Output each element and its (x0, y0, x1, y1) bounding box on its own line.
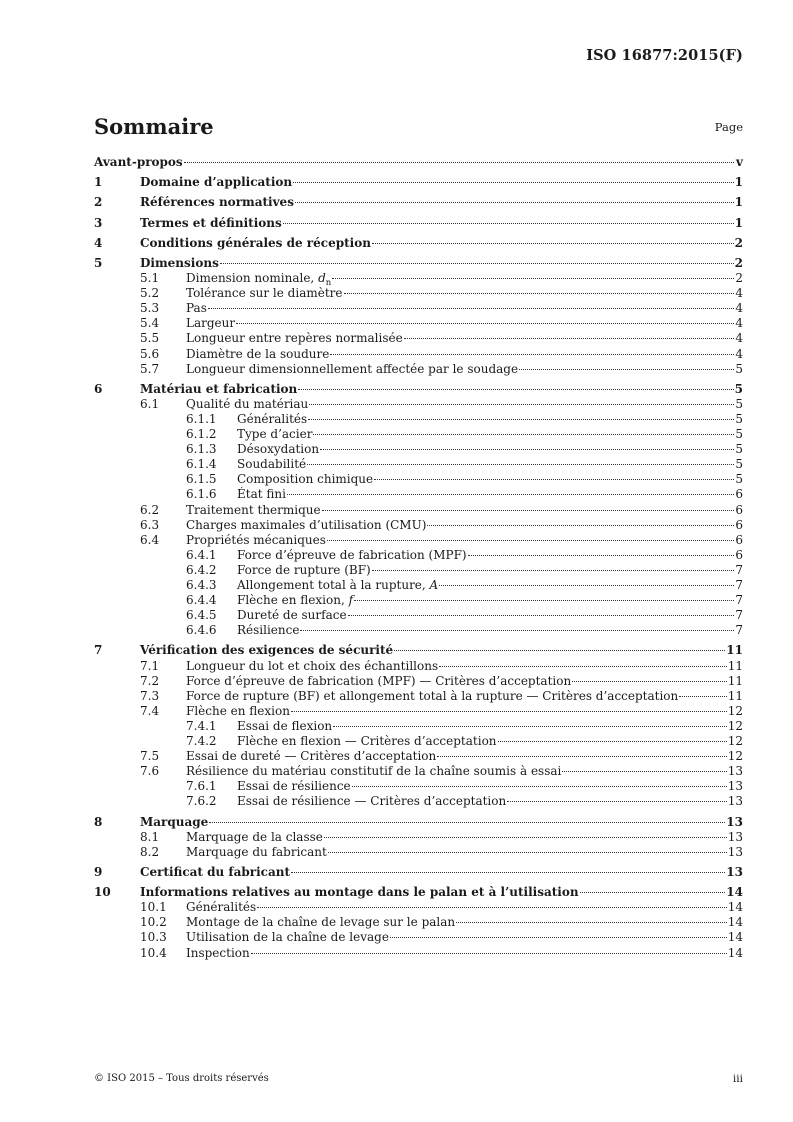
dot-leader (404, 338, 734, 339)
toc-entry-page: 7 (735, 578, 743, 592)
toc-entry-number: 6.4.3 (186, 578, 217, 592)
toc-entry-number: 10.1 (140, 900, 167, 915)
toc-entry[interactable] (94, 794, 743, 809)
toc-entry-page: 12 (727, 718, 743, 733)
toc-entry-label: Essai de dureté — Critères d’acceptation (186, 749, 437, 764)
toc-entry-page: 4 (735, 301, 743, 316)
toc-entry-page: 6 (735, 517, 743, 532)
toc-entry-label: Composition chimique (237, 472, 374, 487)
dot-leader (348, 615, 734, 616)
toc-entry-page: 4 (735, 331, 743, 346)
toc-entry-label: Résilience (237, 623, 300, 638)
toc-entry-number: 6.3 (140, 517, 160, 532)
toc-entry-number: 6.4.5 (186, 608, 217, 623)
toc-entry[interactable] (94, 518, 743, 533)
dot-leader (333, 726, 727, 727)
toc-entry[interactable] (94, 830, 743, 845)
toc-entry[interactable] (94, 885, 743, 900)
toc-entry-number: 7.4.1 (186, 718, 217, 733)
toc-entry-label: Avant-propos (94, 155, 183, 169)
toc-entry-subscript: n (325, 278, 332, 289)
toc-entry-page: 13 (727, 844, 743, 859)
toc-entry-number: 5.5 (140, 331, 160, 346)
toc-entry-label: Qualité du matériau (186, 396, 309, 411)
dot-leader (456, 922, 727, 923)
toc-entry-number: 4 (94, 235, 103, 250)
toc-entry-number: 6.1.6 (186, 487, 217, 502)
toc-entry-number: 9 (94, 864, 103, 879)
toc-entry-page: 2 (734, 235, 743, 250)
toc-entry[interactable] (94, 563, 743, 578)
toc-entry-page: 7 (735, 623, 743, 638)
toc-entry-number: 6.1.5 (186, 472, 217, 487)
toc-entry-label: Charges maximales d’utilisation (CMU) (186, 517, 427, 532)
dot-leader (309, 404, 734, 405)
toc-entry[interactable] (94, 815, 743, 830)
toc-entry-symbol: f (348, 593, 354, 608)
toc-entry-number: 7.6.1 (186, 779, 217, 794)
page-title: Sommaire (94, 114, 214, 139)
toc-entry-page: 14 (726, 885, 743, 900)
toc-entry-page: 7 (735, 593, 743, 608)
toc-entry-label: Informations relatives au montage dans le palan et à l’utilisation (140, 885, 579, 900)
toc-entry[interactable] (94, 271, 743, 289)
toc-entry[interactable] (94, 643, 743, 658)
toc-entry-symbol: A (429, 578, 439, 592)
toc-entry-label: Généralités (237, 411, 308, 426)
toc-entry[interactable] (94, 548, 743, 563)
toc-entry-label: Longueur dimensionnellement affectée par le soudage (186, 361, 519, 376)
toc-entry-page: 12 (727, 703, 743, 718)
toc-entry-number: 7 (94, 643, 103, 658)
toc-entry[interactable] (94, 412, 743, 427)
toc-entry-page: 1 (734, 175, 743, 190)
dot-leader (427, 525, 734, 526)
footer-copyright: © ISO 2015 – Tous droits réservés (94, 1073, 269, 1084)
dot-leader (324, 837, 727, 838)
dot-leader (295, 202, 734, 203)
toc-entry-label: Références normatives (140, 195, 294, 210)
toc-entry-page: 7 (735, 608, 743, 623)
toc-entry[interactable] (94, 503, 743, 518)
toc-entry[interactable] (94, 382, 743, 397)
toc-entry-label: Longueur entre repères normalisée (186, 331, 403, 346)
toc-entry-label: Force de rupture (BF) (237, 562, 371, 577)
dot-leader (372, 570, 734, 571)
toc-entry-label: Utilisation de la chaîne de levage (186, 930, 389, 945)
dot-leader (287, 494, 734, 495)
table-of-contents (94, 155, 743, 961)
toc-entry-number: 3 (94, 215, 103, 230)
toc-entry[interactable] (94, 764, 743, 779)
toc-entry-page: 5 (735, 427, 743, 442)
toc-entry-number: 6.2 (140, 502, 160, 517)
dot-leader (327, 540, 734, 541)
toc-entry[interactable] (94, 236, 743, 251)
toc-entry-label: Type d’acier (237, 427, 313, 442)
toc-entry-page: 6 (735, 502, 743, 517)
toc-entry-label: Flèche en flexion — Critères d’acceptation (237, 734, 497, 749)
toc-entry-number: 10 (94, 885, 111, 900)
toc-entry-number: 6.1.1 (186, 411, 217, 426)
toc-entry-label: Tolérance sur le diamètre (186, 286, 343, 301)
dot-leader (344, 293, 735, 294)
toc-entry-number: 5.3 (140, 301, 160, 316)
toc-entry-number: 5.6 (140, 346, 160, 361)
toc-entry[interactable] (94, 689, 743, 704)
dot-leader (251, 953, 727, 954)
toc-entry-page: 14 (727, 945, 743, 960)
toc-entry[interactable] (94, 301, 743, 316)
toc-entry-page: 13 (727, 764, 743, 779)
dot-leader (390, 937, 727, 938)
dot-leader (209, 822, 725, 823)
toc-entry[interactable] (94, 734, 743, 749)
toc-entry-label: Traitement thermique (186, 502, 321, 517)
toc-entry-number: 6.4.1 (186, 547, 217, 562)
toc-entry-label: Diamètre de la soudure (186, 346, 330, 361)
toc-entry-page: 14 (727, 900, 743, 915)
dot-leader (328, 852, 727, 853)
toc-entry-number: 7.5 (140, 749, 160, 764)
toc-entry-page: 11 (727, 673, 743, 688)
toc-entry-label: Certificat du fabricant (140, 864, 290, 879)
toc-entry-label: Conditions générales de réception (140, 235, 371, 250)
toc-entry[interactable] (94, 659, 743, 674)
toc-entry-page: 5 (734, 381, 743, 396)
dot-leader (322, 510, 734, 511)
toc-entry[interactable] (94, 593, 743, 608)
toc-entry-page: 4 (735, 316, 743, 331)
toc-entry[interactable] (94, 397, 743, 412)
toc-entry-number: 7.4 (140, 703, 160, 718)
toc-entry[interactable] (94, 216, 743, 231)
toc-entry[interactable] (94, 845, 743, 860)
dot-leader (307, 464, 734, 465)
toc-entry-number: 5.7 (140, 361, 160, 376)
toc-entry-label: Allongement total à la rupture, A (237, 578, 439, 592)
dot-leader (236, 323, 734, 324)
toc-entry-page: 13 (727, 794, 743, 809)
toc-entry[interactable] (94, 533, 743, 548)
toc-entry-page: 4 (735, 286, 743, 301)
toc-entry-number: 5.4 (140, 316, 160, 331)
toc-entry[interactable] (94, 316, 743, 331)
toc-entry[interactable] (94, 623, 743, 638)
toc-entry-number: 6 (94, 381, 103, 396)
toc-entry-number: 6.4.6 (186, 623, 217, 638)
toc-entry-page: 5 (735, 361, 743, 376)
toc-entry-page: 13 (726, 864, 743, 879)
dot-leader (352, 786, 727, 787)
toc-entry-number: 7.6 (140, 764, 160, 779)
toc-entry-page: 11 (726, 643, 743, 658)
toc-entry[interactable] (94, 175, 743, 190)
toc-entry-label: Dimensions (140, 255, 219, 270)
toc-entry-number: 6.1.2 (186, 427, 217, 442)
dot-leader (498, 741, 727, 742)
toc-entry-page: 12 (727, 749, 743, 764)
toc-entry-label: Résilience du matériau constitutif de la chaîne soumis à essai (186, 764, 562, 779)
toc-entry[interactable] (94, 779, 743, 794)
toc-entry-number: 10.4 (140, 945, 167, 960)
toc-entry[interactable] (94, 749, 743, 764)
toc-entry[interactable] (94, 946, 743, 961)
footer-page-number: iii (732, 1073, 743, 1085)
toc-entry-page: 6 (735, 487, 743, 502)
toc-entry-page: v (736, 155, 743, 169)
dot-leader (372, 243, 734, 244)
toc-entry-page: 5 (735, 442, 743, 457)
toc-entry[interactable] (94, 457, 743, 472)
dot-leader (374, 479, 734, 480)
document-id: ISO 16877:2015(F) (586, 47, 743, 64)
toc-entry[interactable] (94, 487, 743, 502)
toc-entry[interactable] (94, 347, 743, 362)
toc-entry-label: Flèche en flexion (186, 703, 290, 718)
dot-leader (184, 162, 734, 163)
toc-entry[interactable] (94, 674, 743, 689)
dot-leader (320, 449, 734, 450)
page-column-label: Page (714, 120, 743, 134)
toc-entry-page: 13 (727, 779, 743, 794)
toc-entry-label: Longueur du lot et choix des échantillons (186, 658, 439, 673)
toc-entry-label: Matériau et fabrication (140, 381, 298, 396)
toc-entry-number: 8 (94, 814, 103, 829)
toc-entry-page: 4 (735, 346, 743, 361)
toc-entry-number: 8.1 (140, 829, 160, 844)
toc-entry-number: 10.2 (140, 915, 167, 930)
dot-leader (257, 907, 727, 908)
dot-leader (468, 555, 734, 556)
toc-entry-page: 14 (727, 930, 743, 945)
toc-entry[interactable] (94, 719, 743, 734)
toc-entry-page: 2 (734, 255, 743, 270)
dot-leader (519, 369, 734, 370)
toc-entry[interactable] (94, 362, 743, 377)
toc-entry[interactable] (94, 427, 743, 442)
toc-entry[interactable] (94, 286, 743, 301)
toc-entry-label: Marquage (140, 814, 209, 829)
dot-leader (220, 263, 734, 264)
toc-entry-label: Marquage du fabricant (186, 844, 327, 859)
toc-entry-label: Désoxydation (237, 442, 320, 457)
toc-entry-number: 6.4.2 (186, 562, 217, 577)
toc-entry[interactable] (94, 331, 743, 346)
toc-entry-page: 7 (735, 562, 743, 577)
toc-entry-label: Inspection (186, 945, 250, 960)
toc-entry[interactable] (94, 608, 743, 623)
toc-entry[interactable] (94, 578, 743, 593)
toc-entry-symbol: d (318, 271, 326, 286)
toc-entry-number: 1 (94, 175, 103, 190)
toc-entry-page: 5 (735, 396, 743, 411)
toc-entry-number: 6.1.4 (186, 457, 217, 472)
toc-entry-page: 1 (734, 195, 743, 210)
dot-leader (208, 308, 734, 309)
toc-entry-label: Force d’épreuve de fabrication (MPF) (237, 547, 467, 562)
dot-leader (283, 223, 734, 224)
toc-entry-number: 6.4.4 (186, 593, 217, 608)
toc-entry-label: État fini (237, 487, 286, 502)
dot-leader (439, 585, 734, 586)
toc-entry-page: 2 (735, 271, 743, 286)
dot-leader (437, 756, 726, 757)
dot-leader (562, 771, 726, 772)
dot-leader (293, 182, 734, 183)
toc-entry-page: 6 (735, 532, 743, 547)
toc-entry-page: 11 (727, 688, 743, 703)
toc-entry-label: Essai de résilience — Critères d’acceptation (237, 794, 507, 809)
dot-leader (332, 278, 734, 279)
toc-entry-number: 6.1 (140, 396, 160, 411)
toc-entry-label: Dimension nominale, $d_n$ (186, 271, 332, 289)
dot-leader (507, 801, 726, 802)
toc-entry-label: Essai de flexion (237, 718, 333, 733)
toc-entry-label: Montage de la chaîne de levage sur le palan (186, 915, 456, 930)
toc-entry-page: 1 (734, 215, 743, 230)
toc-entry-number: 7.6.2 (186, 794, 217, 809)
toc-entry-number: 7.4.2 (186, 734, 217, 749)
toc-entry[interactable] (94, 472, 743, 487)
toc-entry-page: 5 (735, 457, 743, 472)
toc-entry-page: 12 (727, 734, 743, 749)
dot-leader (679, 696, 726, 697)
toc-entry-number: 5.1 (140, 271, 160, 286)
toc-entry[interactable] (94, 256, 743, 271)
toc-entry-number: 6.1.3 (186, 442, 217, 457)
dot-leader (572, 681, 727, 682)
toc-entry[interactable] (94, 915, 743, 930)
toc-entry-label: Domaine d’application (140, 175, 293, 190)
toc-entry-label: Largeur (186, 316, 236, 331)
toc-entry[interactable] (94, 865, 743, 880)
toc-entry-label: Flèche en flexion, f (237, 593, 354, 608)
toc-entry-page: 5 (735, 472, 743, 487)
dot-leader (580, 892, 726, 893)
toc-entry-number: 7.1 (140, 658, 160, 673)
toc-entry-label: Force de rupture (BF) et allongement total à la rupture — Critères d’acceptation (186, 688, 679, 703)
toc-entry-number: 6.4 (140, 532, 160, 547)
toc-entry-page: 5 (735, 411, 743, 426)
dot-leader (354, 600, 734, 601)
dot-leader (291, 711, 727, 712)
toc-entry[interactable] (94, 155, 743, 170)
toc-entry-number: 5.2 (140, 286, 160, 301)
dot-leader (394, 650, 725, 651)
toc-entry-label: Soudabilité (237, 457, 307, 472)
toc-entry[interactable] (94, 900, 743, 915)
toc-entry-label: Vérification des exigences de sécurité (140, 643, 394, 658)
toc-entry-label: Force d’épreuve de fabrication (MPF) — Critères d’acceptation (186, 673, 572, 688)
toc-entry-number: 8.2 (140, 844, 160, 859)
toc-entry-number: 5 (94, 255, 103, 270)
toc-entry-label: Pas (186, 301, 207, 316)
toc-entry[interactable] (94, 930, 743, 945)
toc-entry-page: 11 (727, 658, 743, 673)
dot-leader (330, 354, 734, 355)
toc-entry[interactable] (94, 442, 743, 457)
toc-entry-label: Essai de résilience (237, 779, 351, 794)
toc-entry[interactable] (94, 704, 743, 719)
toc-entry-page: 13 (727, 829, 743, 844)
dot-leader (298, 389, 733, 390)
toc-entry[interactable] (94, 195, 743, 210)
dot-leader (308, 419, 734, 420)
toc-entry-page: 6 (735, 547, 743, 562)
toc-entry-number: 10.3 (140, 930, 167, 945)
toc-entry-number: 7.2 (140, 673, 160, 688)
toc-entry-label: Propriétés mécaniques (186, 532, 326, 547)
toc-entry-number: 2 (94, 195, 103, 210)
dot-leader (291, 872, 725, 873)
toc-entry-page: 14 (727, 915, 743, 930)
toc-entry-number: 7.3 (140, 688, 160, 703)
toc-entry-label: Termes et définitions (140, 215, 282, 230)
dot-leader (300, 630, 734, 631)
toc-entry-page: 13 (726, 814, 743, 829)
toc-entry-label: Marquage de la classe (186, 829, 323, 844)
dot-leader (439, 666, 727, 667)
dot-leader (313, 434, 734, 435)
toc-entry-label: Généralités (186, 900, 257, 915)
toc-entry-label: Dureté de surface (237, 608, 347, 623)
